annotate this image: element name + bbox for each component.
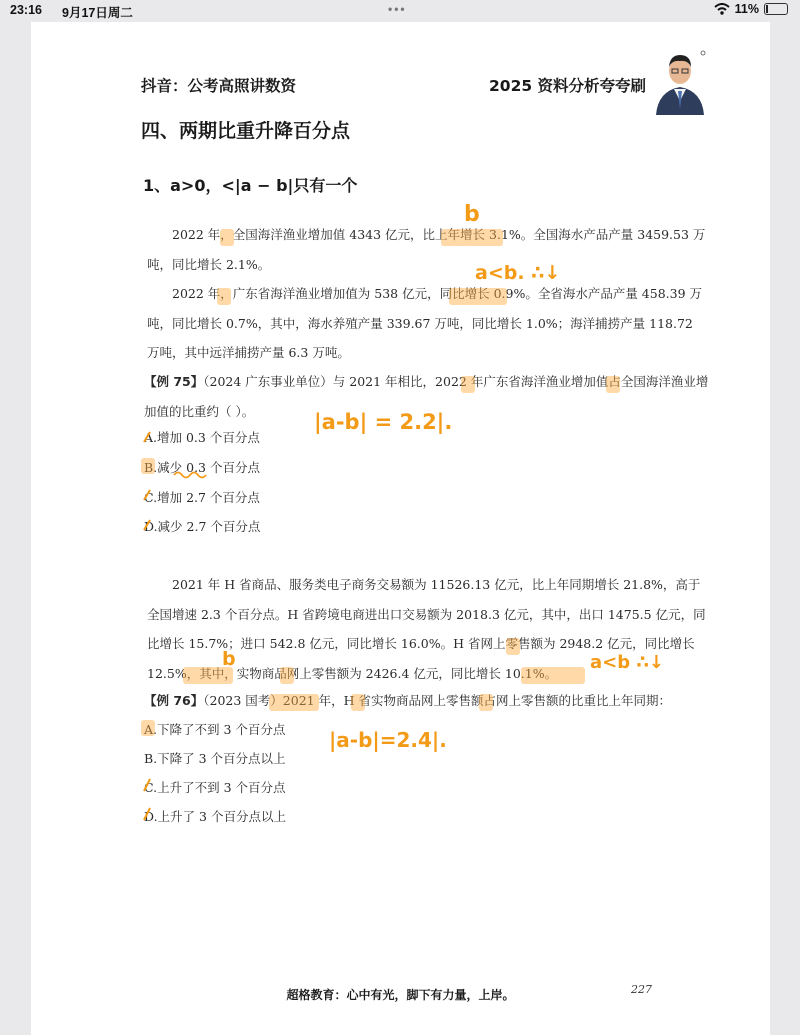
battery-icon bbox=[764, 3, 788, 15]
handwriting-compare: a<b ∴↓ bbox=[590, 652, 664, 673]
handwriting-calc: |a-b| = 2.2|. bbox=[314, 410, 453, 434]
header-left: 抖音：公考高照讲数资 bbox=[141, 77, 297, 95]
option-76-c[interactable]: C.上升了不到 3 个百分点 bbox=[144, 780, 286, 795]
status-time: 23:16 bbox=[10, 3, 42, 17]
passage-1-paragraph-2: 2022 年，广东省海洋渔业增加值为 538 亿元，同比增长 0.9%。全省海水产品产量 458.39 万吨，同比增长 0.7%，其中，海水养殖产量 339.67 万吨，同比增长 1.0%；海洋捕捞产量 118.72 万吨，其中远洋捕捞产量 6.3 万吨。 bbox=[147, 286, 703, 360]
highlight-mark bbox=[441, 229, 503, 246]
highlight-mark bbox=[351, 694, 365, 711]
highlight-mark bbox=[280, 667, 294, 684]
example-76-label: 【例 76】 bbox=[144, 693, 204, 708]
highlight-mark bbox=[141, 720, 155, 736]
battery-percent: 11% bbox=[734, 2, 759, 16]
example-76 bbox=[144, 686, 709, 716]
highlight-mark bbox=[269, 694, 319, 711]
option-76-d[interactable]: D.上升了 3 个百分点以上 bbox=[144, 809, 286, 824]
option-75-a[interactable]: A.增加 0.3 个百分点 bbox=[144, 430, 260, 445]
highlight-mark bbox=[606, 376, 620, 393]
multitask-dots-icon[interactable]: ••• bbox=[388, 2, 407, 16]
handwriting-ticks-icon bbox=[139, 430, 159, 540]
status-bar bbox=[0, 0, 800, 22]
page-footer: 超格教育：心中有光，脚下有力量，上岸。 bbox=[286, 988, 515, 1002]
page-number: 227 bbox=[631, 983, 652, 996]
option-76-b[interactable]: B.下降了 3 个百分点以上 bbox=[144, 751, 286, 766]
subsection-title: 1、a>0，<|a − b|只有一个 bbox=[143, 176, 358, 195]
status-date: 9月17日周二 bbox=[62, 6, 133, 20]
handwriting-ticks-icon bbox=[139, 777, 159, 827]
author-avatar-icon bbox=[654, 49, 706, 115]
header-right: 2025 资料分析夸夸刷 bbox=[489, 77, 647, 95]
highlight-mark bbox=[521, 667, 585, 684]
handwriting-b: b bbox=[464, 202, 480, 227]
option-75-d[interactable]: D.减少 2.7 个百分点 bbox=[144, 519, 261, 534]
underline-squiggle-icon bbox=[173, 470, 213, 480]
section-title: 四、两期比重升降百分点 bbox=[141, 120, 351, 142]
option-76-a[interactable]: A.下降了不到 3 个百分点 bbox=[144, 722, 286, 737]
highlight-mark bbox=[506, 638, 520, 655]
status-right bbox=[714, 2, 788, 16]
handwriting-compare: a<b. ∴↓ bbox=[475, 262, 561, 284]
example-76-question: （2023 国考）2021 年，H 省实物商品网上零售额占网上零售额的比重比上年同期： bbox=[203, 693, 671, 708]
wifi-icon bbox=[714, 3, 730, 15]
option-75-b[interactable]: B.减少 0.3 个百分点 bbox=[144, 460, 260, 475]
highlight-mark bbox=[220, 229, 234, 246]
highlight-mark bbox=[217, 288, 231, 305]
example-75-label: 【例 75】 bbox=[144, 374, 204, 389]
passage-2-paragraph-1: 2021 年 H 省商品、服务类电子商务交易额为 11526.13 亿元，比上年同期增长 21.8%，高于全国增速 2.3 个百分点。H 省跨境电商进出口交易额为 2018.3 亿元，其中，出口 1475.5 亿元，同比增长 15.7%；进口 542.8 亿元，同比增长 16.0%。H 省网上零售额为 2948.2 亿元，同比增长 12.5%，其中，实物商品网上零售额为 2426.4 亿元，同比增长 10.1%。 bbox=[147, 577, 706, 681]
highlight-mark bbox=[479, 694, 493, 711]
passage-1-paragraph-1: 2022 年，全国海洋渔业增加值 4343 亿元，比上年增长 3.1%。全国海水产品产量 3459.53 万吨，同比增长 2.1%。 bbox=[147, 227, 706, 272]
highlight-mark bbox=[449, 288, 507, 305]
handwriting-b: b bbox=[222, 648, 236, 670]
highlight-mark bbox=[461, 376, 475, 393]
handwriting-calc: |a-b|=2.4|. bbox=[329, 728, 447, 752]
document-page bbox=[31, 22, 770, 1035]
example-75-question: （2024 广东事业单位）与 2021 年相比，2022 年广东省海洋渔业增加值占全国海洋渔业增加值的比重约（ ）。 bbox=[144, 374, 709, 419]
option-75-c[interactable]: C.增加 2.7 个百分点 bbox=[144, 490, 260, 505]
